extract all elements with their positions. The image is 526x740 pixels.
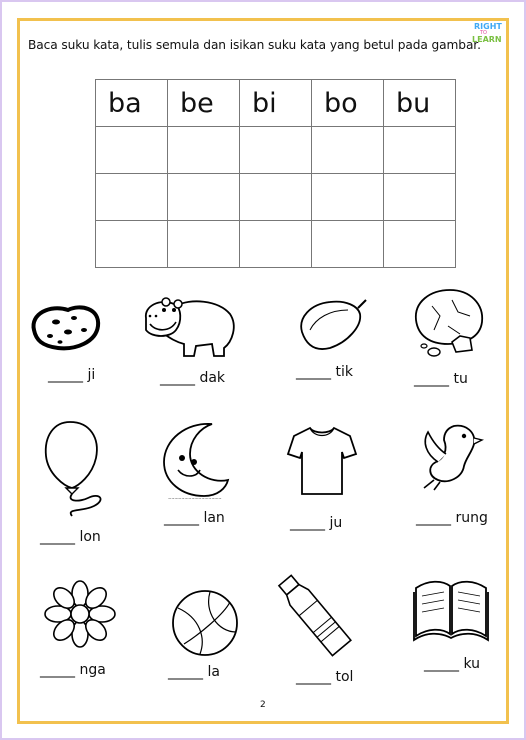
syllable-cell: be [168, 80, 240, 127]
bean-icon [28, 300, 103, 355]
writing-cell[interactable] [312, 221, 384, 268]
writing-row [96, 221, 456, 268]
fill-word-ju: _____ ju [290, 515, 343, 531]
syllable-cell: ba [96, 80, 168, 127]
bottle-icon [270, 572, 358, 658]
page-number: 2 [260, 700, 266, 710]
writing-cell[interactable] [384, 174, 456, 221]
writing-cell[interactable] [96, 174, 168, 221]
fill-word-tik: _____ tik [296, 364, 353, 380]
writing-cell[interactable] [384, 127, 456, 174]
syllable-header-row [96, 80, 456, 127]
fill-word-tol: _____ tol [296, 669, 354, 685]
logo-line-2: TO [480, 30, 487, 36]
instruction-text: Baca suku kata, tulis semula dan isikan suku kata yang betul pada gambar. [28, 38, 481, 52]
fill-word-dak: _____ dak [160, 370, 226, 386]
writing-row [96, 174, 456, 221]
fill-word-lon: _____ lon [40, 529, 101, 545]
balloon-icon [36, 418, 112, 520]
logo-line-3: LEARN [472, 35, 502, 44]
writing-cell[interactable] [240, 221, 312, 268]
writing-row [96, 127, 456, 174]
brand-logo [470, 22, 506, 48]
rock-icon [408, 286, 488, 358]
svg-text:~~~~~~~~~~~~~~~~: ~~~~~~~~~~~~~~~~ [168, 496, 222, 501]
writing-cell[interactable] [240, 174, 312, 221]
syllable-cell: bu [384, 80, 456, 127]
writing-cell[interactable] [96, 221, 168, 268]
fill-word-tu: _____ tu [414, 371, 468, 387]
writing-cell[interactable] [96, 127, 168, 174]
writing-cell[interactable] [168, 221, 240, 268]
syllable-grid [95, 79, 456, 268]
fill-word-nga: _____ nga [40, 662, 106, 678]
moon-icon [156, 418, 230, 502]
ball-icon [170, 588, 240, 658]
writing-cell[interactable] [240, 127, 312, 174]
shirt-icon [286, 424, 358, 498]
fill-word-ku: _____ ku [424, 656, 480, 672]
writing-cell[interactable] [312, 174, 384, 221]
writing-cell[interactable] [168, 174, 240, 221]
fill-word-ji: _____ ji [48, 367, 96, 383]
fill-word-la: _____ la [168, 664, 220, 680]
syllable-cell: bo [312, 80, 384, 127]
papaya-icon [296, 296, 368, 354]
hippo-icon [140, 292, 240, 358]
writing-cell[interactable] [168, 127, 240, 174]
flower-icon [44, 580, 116, 648]
writing-cell[interactable] [312, 127, 384, 174]
syllable-cell: bi [240, 80, 312, 127]
writing-cell[interactable] [384, 221, 456, 268]
logo-line-1: RIGHT [474, 22, 502, 31]
book-icon [410, 574, 492, 644]
fill-word-lan: _____ lan [164, 510, 225, 526]
fill-word-rung: _____ rung [416, 510, 488, 526]
bird-icon [418, 420, 484, 492]
